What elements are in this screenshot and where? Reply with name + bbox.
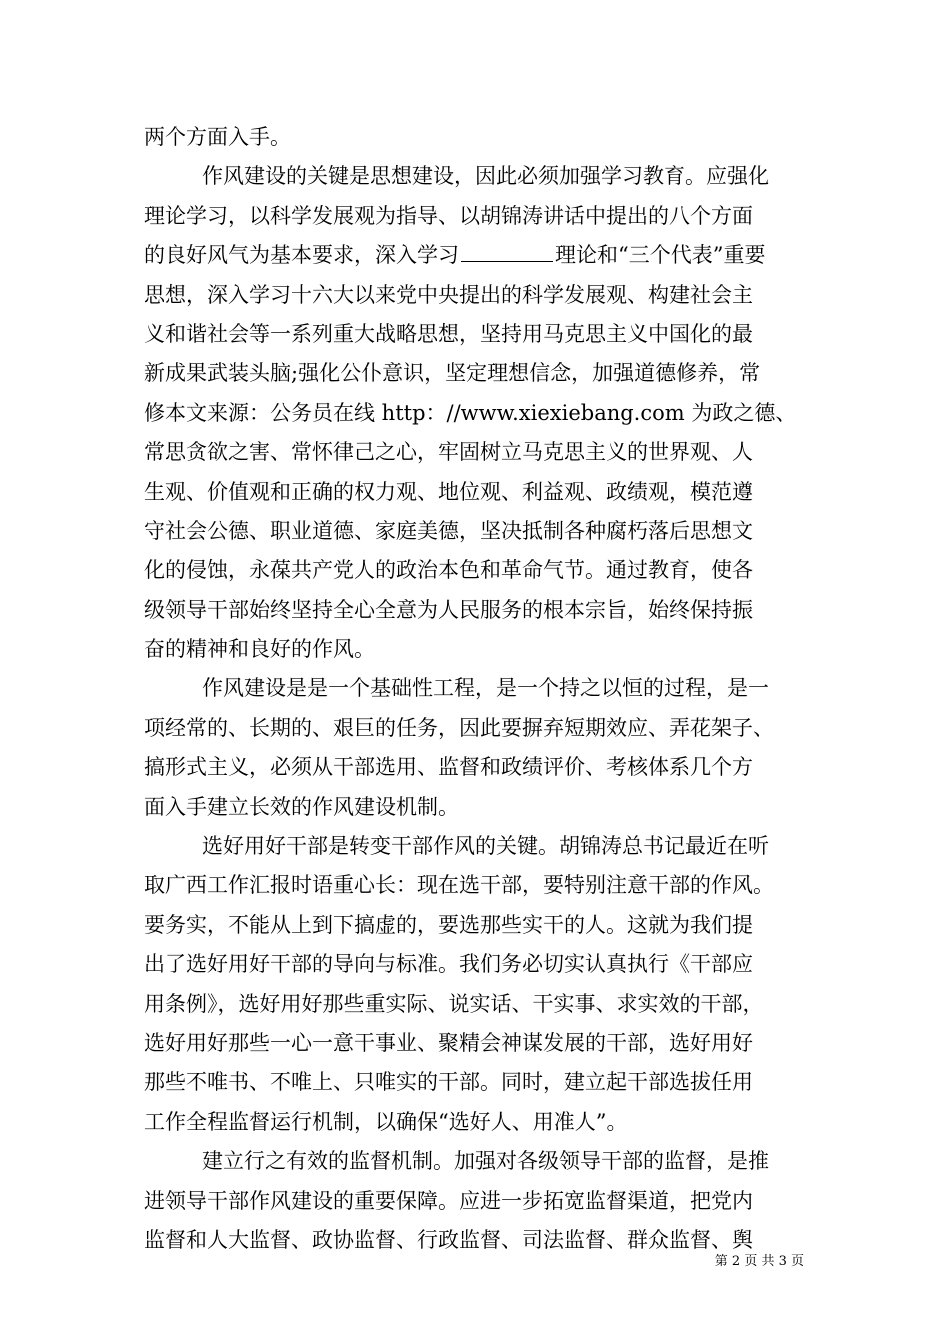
fill-in-blank bbox=[461, 243, 553, 262]
text-line: 用条例》，选好用好那些重实际、说实话、干实事、求实效的干部， bbox=[144, 991, 764, 1016]
text-line: 级领导干部始终坚持全心全意为人民服务的根本宗旨，始终保持振 bbox=[144, 597, 753, 622]
text-segment: 理论和“三个代表”重要 bbox=[555, 243, 766, 268]
text-line: 思想，深入学习十六大以来党中央提出的科学发展观、构建社会主 bbox=[144, 282, 753, 307]
text-line: 面入手建立长效的作风建设机制。 bbox=[144, 794, 459, 819]
text-line: 常思贪欲之害、常怀律己之心，牢固树立马克思主义的世界观、人 bbox=[144, 440, 753, 465]
text-line: 选好用好那些一心一意干事业、聚精会神谋发展的干部，选好用好 bbox=[144, 1030, 753, 1055]
text-line: 取广西工作汇报时语重心长：现在选干部，要特别注意干部的作风。 bbox=[144, 873, 774, 898]
text-segment: 的良好风气为基本要求，深入学习 bbox=[144, 243, 459, 268]
text-line: 化的侵蚀，永葆共产党人的政治本色和革命气节。通过教育，使各 bbox=[144, 558, 753, 583]
text-line: 生观、价值观和正确的权力观、地位观、利益观、政绩观，模范遵 bbox=[144, 479, 753, 504]
text-line: 监督和人大监督、政协监督、行政监督、司法监督、群众监督、舆 bbox=[144, 1227, 753, 1252]
text-line: 进领导干部作风建设的重要保障。应进一步拓宽监督渠道，把党内 bbox=[144, 1188, 753, 1213]
text-line: 要务实，不能从上到下搞虚的，要选那些实干的人。这就为我们提 bbox=[144, 912, 753, 937]
text-line: 搞形式主义，必须从干部选用、监督和政绩评价、考核体系几个方 bbox=[144, 755, 753, 780]
text-line: 两个方面入手。 bbox=[144, 125, 291, 149]
text-line: 工作全程监督运行机制，以确保“选好人、用准人”。 bbox=[144, 1109, 628, 1134]
text-line: 奋的精神和良好的作风。 bbox=[144, 637, 375, 662]
page-number: 第 2 页 共 3 页 bbox=[714, 1254, 804, 1269]
text-line-with-blank bbox=[144, 236, 808, 275]
text-line: 项经常的、长期的、艰巨的任务，因此要摒弃短期效应、弄花架子、 bbox=[144, 715, 774, 740]
text-line: 理论学习，以科学发展观为指导、以胡锦涛讲话中提出的八个方面 bbox=[144, 203, 753, 228]
text-line: 出了选好用好干部的导向与标准。我们务必切实认真执行《干部应 bbox=[144, 952, 753, 977]
text-line: 那些不唯书、不唯上、只唯实的干部。同时，建立起干部选拔任用 bbox=[144, 1070, 753, 1095]
text-line: 守社会公德、职业道德、家庭美德，坚决抵制各种腐朽落后思想文 bbox=[144, 518, 753, 543]
text-line: 新成果武装头脑;强化公仆意识，坚定理想信念，加强道德修养，常 bbox=[144, 361, 761, 386]
document-body bbox=[144, 118, 808, 1260]
text-line: 选好用好干部是转变干部作风的关键。胡锦涛总书记最近在听 bbox=[202, 834, 769, 859]
text-line: 修本文来源：公务员在线 http：//www.xiexiebang.com 为政之德、 bbox=[144, 400, 797, 425]
text-line: 作风建设是是一个基础性工程，是一个持之以恒的过程，是一 bbox=[202, 676, 769, 701]
text-line: 义和谐社会等一系列重大战略思想，坚持用马克思主义中国化的最 bbox=[144, 321, 753, 346]
text-line: 建立行之有效的监督机制。加强对各级领导干部的监督，是推 bbox=[202, 1149, 769, 1174]
text-line: 作风建设的关键是思想建设，因此必须加强学习教育。应强化 bbox=[202, 164, 769, 189]
